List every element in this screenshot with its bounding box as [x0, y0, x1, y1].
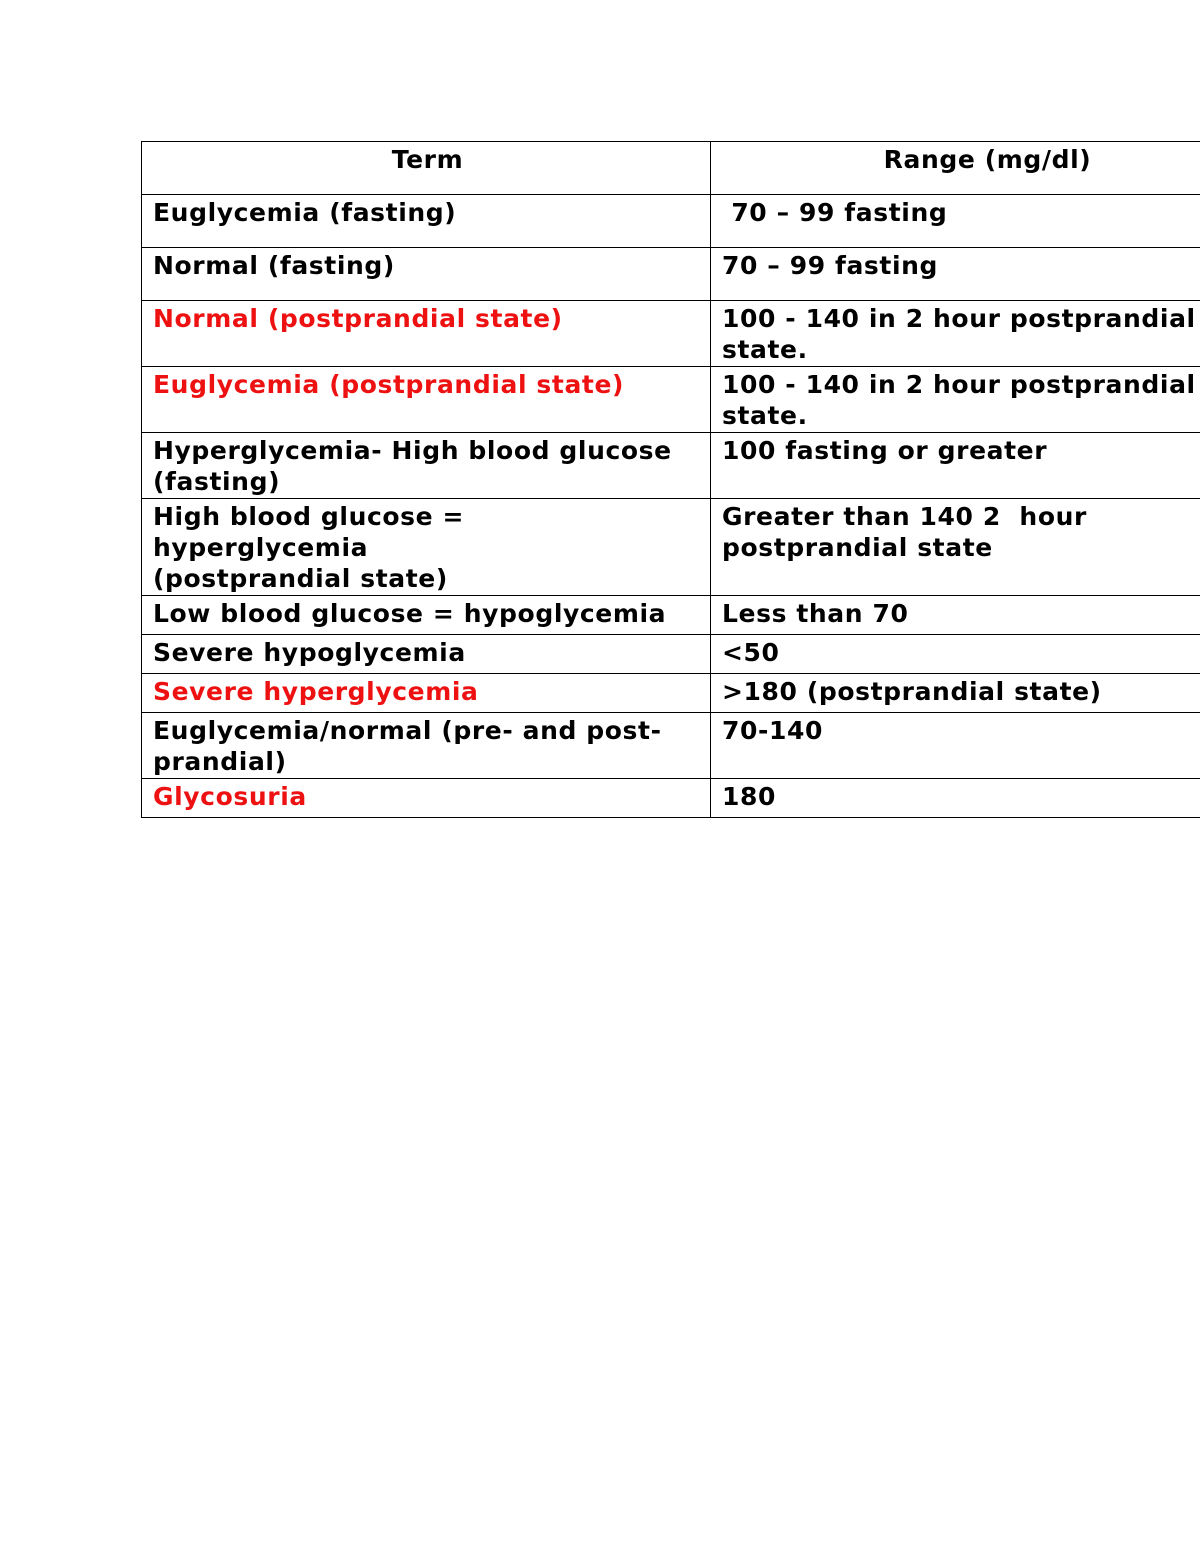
range-cell: <50	[711, 635, 1200, 674]
header-term: Term	[142, 142, 711, 195]
table-row	[142, 248, 1200, 301]
range-cell: 180	[711, 779, 1200, 818]
range-cell: 100 - 140 in 2 hour postprandial state.	[711, 367, 1200, 433]
table-row	[142, 674, 1200, 713]
term-cell: High blood glucose = hyperglycemia (postprandial state)	[142, 499, 711, 596]
range-cell: 70 – 99 fasting	[711, 248, 1200, 301]
range-cell: Less than 70	[711, 596, 1200, 635]
term-cell: Severe hypoglycemia	[142, 635, 711, 674]
range-cell: 70 – 99 fasting	[711, 195, 1200, 248]
range-cell: 70-140	[711, 713, 1200, 779]
glucose-range-table	[141, 141, 1200, 818]
term-cell: Euglycemia/normal (pre- and post-prandial)	[142, 713, 711, 779]
header-range: Range (mg/dl)	[711, 142, 1200, 195]
term-cell: Low blood glucose = hypoglycemia	[142, 596, 711, 635]
range-cell: >180 (postprandial state)	[711, 674, 1200, 713]
table-row	[142, 779, 1200, 818]
table-row	[142, 367, 1200, 433]
table-row	[142, 713, 1200, 779]
table-row	[142, 301, 1200, 367]
table-row	[142, 433, 1200, 499]
table-row	[142, 596, 1200, 635]
table-row	[142, 499, 1200, 596]
range-cell: Greater than 140 2 hour postprandial state	[711, 499, 1200, 596]
range-cell: 100 - 140 in 2 hour postprandial state.	[711, 301, 1200, 367]
term-cell: Normal (postprandial state)	[142, 301, 711, 367]
term-cell: Glycosuria	[142, 779, 711, 818]
term-cell: Euglycemia (fasting)	[142, 195, 711, 248]
term-cell: Normal (fasting)	[142, 248, 711, 301]
term-cell: Severe hyperglycemia	[142, 674, 711, 713]
term-cell: Euglycemia (postprandial state)	[142, 367, 711, 433]
range-cell: 100 fasting or greater	[711, 433, 1200, 499]
table-row	[142, 635, 1200, 674]
table-header-row	[142, 142, 1200, 195]
term-cell: Hyperglycemia- High blood glucose (fasting)	[142, 433, 711, 499]
table-row	[142, 195, 1200, 248]
